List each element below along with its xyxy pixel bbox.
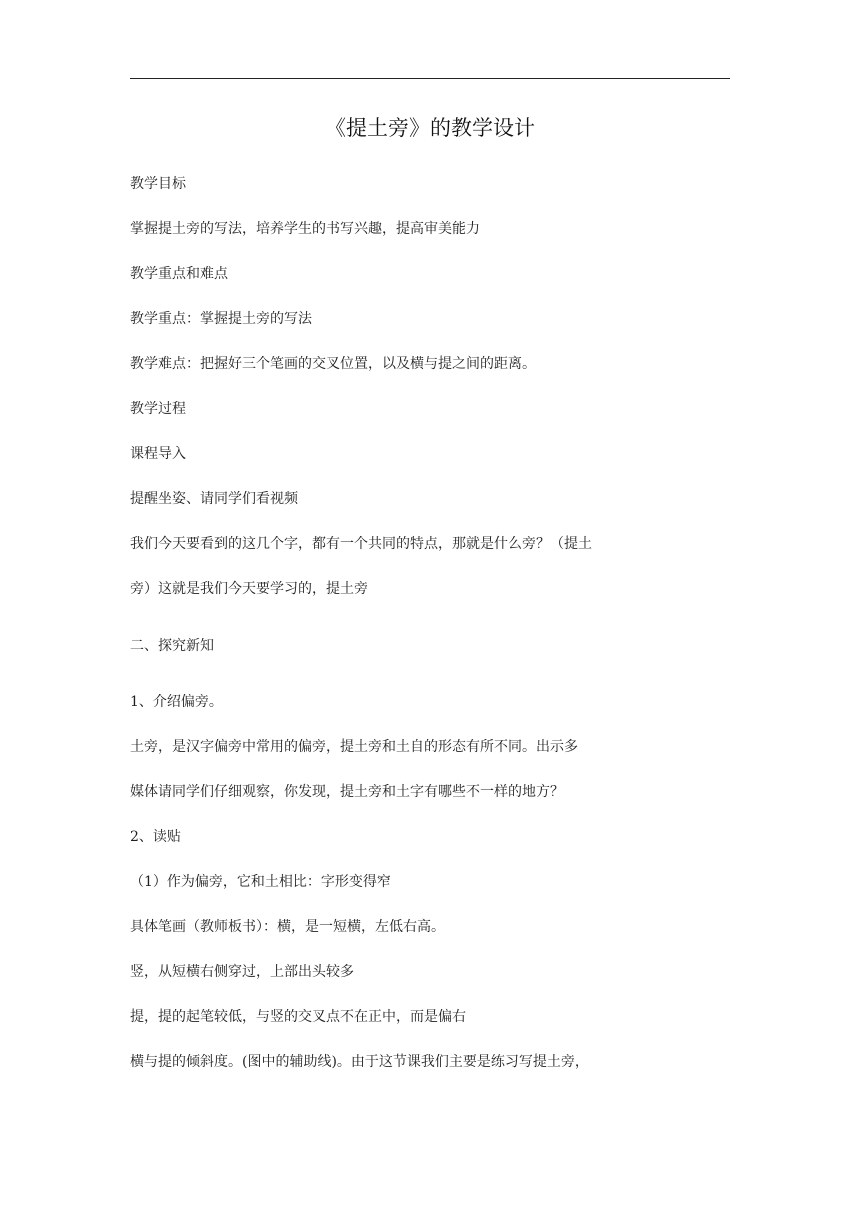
header-rule [130, 78, 730, 79]
heading-item-2: 2、读贴 [130, 829, 181, 845]
paragraph-line: 旁）这就是我们今天要学习的，提土旁 [130, 581, 368, 597]
paragraph-line: 教学重点：掌握提土旁的写法 [130, 311, 312, 327]
paragraph-line: 提，提的起笔较低，与竖的交叉点不在正中，而是偏右 [130, 1009, 466, 1025]
heading-intro: 课程导入 [130, 446, 186, 462]
paragraph-line: 横与提的倾斜度。(图中的辅助线)。由于这节课我们主要是练习写提土旁， [130, 1054, 589, 1070]
paragraph-line: 竖，从短横右侧穿过，上部出头较多 [130, 964, 354, 980]
paragraph-line: 具体笔画（教师板书）：横，是一短横，左低右高。 [130, 919, 445, 935]
paragraph-line: 我们今天要看到的这几个字，都有一个共同的特点，那就是什么旁？（提土 [130, 536, 592, 552]
heading-explore: 二、探究新知 [130, 638, 214, 654]
paragraph-line: 媒体请同学们仔细观察，你发现，提土旁和土字有哪些不一样的地方？ [130, 784, 564, 800]
document-title: 《提土旁》的教学设计 [325, 116, 535, 140]
heading-key-points: 教学重点和难点 [130, 266, 228, 282]
paragraph-line: 提醒坐姿、请同学们看视频 [130, 491, 298, 507]
heading-teaching-goal: 教学目标 [130, 176, 186, 192]
paragraph-line: 掌握提土旁的写法，培养学生的书写兴趣，提高审美能力 [130, 221, 480, 237]
paragraph-line: 教学难点：把握好三个笔画的交叉位置，以及横与提之间的距离。 [130, 356, 536, 372]
heading-item-1: 1、介绍偏旁。 [130, 694, 223, 710]
paragraph-line: （1）作为偏旁，它和土相比：字形变得窄 [130, 874, 391, 890]
paragraph-line: 土旁，是汉字偏旁中常用的偏旁，提土旁和土自的形态有所不同。出示多 [130, 739, 578, 755]
heading-process: 教学过程 [130, 401, 186, 417]
